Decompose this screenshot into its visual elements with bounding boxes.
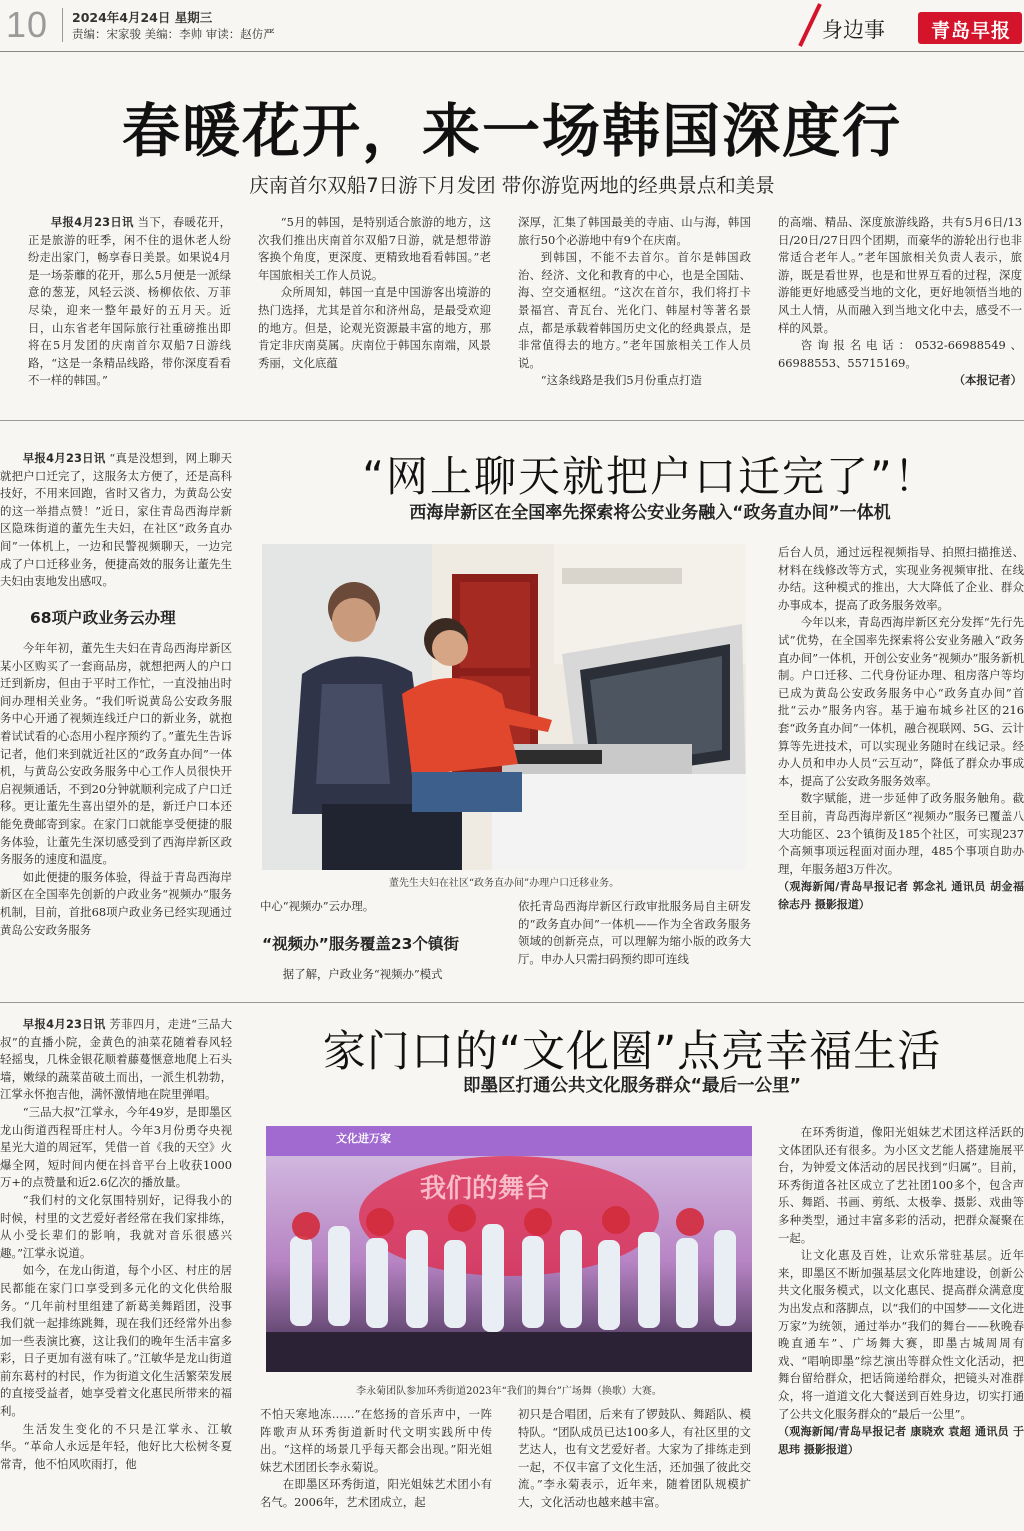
story3-paragraph: “我们村的文化氛围特别好，记得我小的时候，村里的文艺爱好者经常在我们家排练，从小受长辈们的影响，我就对音乐很感兴趣。”江掌永说道。	[0, 1192, 232, 1260]
story1-column-1	[28, 214, 231, 398]
story3-byline: （观海新闻/青岛早报记者 康晓欢 袁超 通讯员 于思玮 摄影报道）	[778, 1425, 1024, 1456]
story3-paragraph: 生活发生变化的不只是江掌永、江敏华。“革命人永远是年轻，他好比大松树冬夏常青，他不怕风吹雨打，他	[0, 1421, 232, 1471]
story3-photo-caption: 李永菊团队参加环秀街道2023年“我们的舞台”广场舞（换歌）大赛。	[356, 1386, 662, 1397]
story2-paragraph: 后台人员，通过远程视频指导、拍照扫描推送、材料在线修改等方式，实现业务视频审批、在线办结。这种模式的推出，大大降低了企业、群众办事成本，提高了政务服务效率。	[778, 545, 1024, 612]
story1-phone: 咨询报名电话：0532-66988549、66988553、55715169。	[778, 338, 1022, 370]
story3-photo	[266, 1126, 752, 1372]
section-slash	[796, 2, 824, 48]
story2-photo-caption: 董先生夫妇在社区“政务直办间”办理户口迁移业务。	[388, 878, 620, 889]
story3-dateline: 早报4月23日讯	[22, 1017, 106, 1031]
story1-paragraph: 到韩国，不能不去首尔。首尔是韩国政治、经济、文化和教育的中心，也是全国陆、海、空交通枢纽。“这次在首尔，我们将打卡景福宫、青瓦台、光化门、韩屋村等著名景点，都是承载着韩国历史文化的经典景点，是非常值得去的地方。”老年国旅相关工作人员说。	[518, 250, 751, 370]
story2-paragraph: 中心“视频办”云办理。	[260, 899, 375, 913]
story1-text: 当下，春暖花开，正是旅游的旺季，闲不住的退休老人纷纷走出家门，畅享春日美景。如果说4月是一场荼蘼的花开，那么5月便是一派绿意的葱茏，风轻云淡、杨柳依依、万菲尽染，迎来一整年最好的五月天。近日，山东省老年国际旅行社重磅推出即将在5月发团的庆南首尔双船7日游线路，“这是一条精品线路，带你深度看看不一样的韩国。”	[28, 215, 231, 388]
story2-subheading-1: 68项户政业务云办理	[30, 609, 176, 627]
story2-paragraph: 依托青岛西海岸新区行政审批服务局自主研发的“政务直办间”一体机——作为全省政务服务领域的创新亮点，可以理解为缩小版的政务大厅。申办人只需扫码预约即可连线	[518, 899, 751, 966]
story1-subhead: 庆南首尔双船7日游下月发团 带你游览两地的经典景点和美景	[249, 174, 775, 197]
story2-text: “真是没想到，网上聊天就把户口迁完了，这服务太方便了，还是高科技好，不用来回跑，省时又省力，为黄岛公安的这一举措点赞！”近日，家住青岛西海岸新区隐珠街道的董先生夫妇，在社区“政务直办间”一体机上，一边和民警视频聊天，一边完成了户口迁移业务，便捷高效的服务让董先生夫妇由衷地发出感叹。	[0, 451, 232, 589]
story1-byline: （本报记者）	[953, 373, 1022, 388]
story2-paragraph: 如此便捷的服务体验，得益于青岛西海岸新区在全国率先创新的户政业务“视频办”服务机制，目前，首批68项户政业务已经实现通过黄岛公安政务服务	[0, 869, 232, 937]
story3-right-column	[778, 1124, 1024, 1531]
story1-paragraph: 深厚，汇集了韩国最美的寺庙、山与海，韩国旅行50个必游地中有9个在庆南。	[518, 215, 751, 247]
story3-mid-column-1	[260, 1406, 492, 1531]
story1-headline: 春暖花开，来一场韩国深度行	[121, 97, 902, 165]
story1-dateline: 早报4月23日讯	[50, 215, 134, 229]
section-name: 身边事	[822, 18, 885, 42]
story3-text: 芳菲四月，走进“三品大叔”的直播小院，金黄色的油菜花随着春风轻轻摇曳，几株金银花顺着藤蔓惬意地爬上石头墙，嫩绿的蔬菜苗破土而出，一派生机勃勃，江掌永怀抱吉他，满怀激情地在院里弹唱。	[0, 1017, 232, 1102]
story2-subhead: 西海岸新区在全国率先探索将公安业务融入“政务直办间”一体机	[409, 503, 891, 523]
story2-dateline: 早报4月23日讯	[22, 451, 106, 465]
story1-paragraph: “这条线路是我们5月份重点打造	[540, 373, 702, 388]
story3-subhead: 即墨区打通公共文化服务群众“最后一公里”	[462, 1076, 801, 1096]
story3-headline: 家门口的“文化圈”点亮幸福生活	[322, 1027, 942, 1077]
story2-photo	[262, 544, 746, 870]
office-scene-illustration	[262, 544, 746, 870]
story2-mid-b	[260, 966, 492, 986]
story2-mid-c	[518, 898, 751, 986]
story2-body-1	[0, 640, 232, 980]
story2-right-column	[778, 544, 1024, 992]
story3-paragraph: 不怕天寒地冻……”在悠扬的音乐声中，一阵阵歌声从环秀街道新时代文明实践所中传出。“这样的场景几乎每天都会出现。”阳光姐妹艺术团团长李永菊说。	[260, 1407, 492, 1474]
paper-logo: 青岛早报	[930, 20, 1011, 42]
story3-mid-column-2	[518, 1406, 751, 1531]
story1-paragraph: “5月的韩国，是特别适合旅游的地方，这次我们推出庆南首尔双船7日游，就是想带游客换个角度，更深度、更精致地看看韩国。”老年国旅相关工作人员说。	[258, 215, 491, 282]
stage-performance-illustration	[266, 1126, 752, 1372]
story1-column-4	[778, 214, 1022, 398]
story1-paragraph: 众所周知，韩国一直是中国游客出境游的热门选择，尤其是首尔和济州岛，是最受欢迎的地方。但是，论观光资源最丰富的地方，那肯定非庆南莫属。庆南位于韩国东南端，风景秀丽，文化底蕴	[258, 285, 491, 370]
story2-mid-a	[260, 898, 492, 918]
editor-credits: 责编：宋家骏 美编：李帅 审读：赵仿严	[72, 27, 275, 41]
story2-paragraph: 今年年初，董先生夫妇在青岛西海岸新区某小区购买了一套商品房，就想把两人的户口迁到新房，但由于平时工作忙，一直没抽出时间办理相关业务。“我们听说黄岛公安政务服务中心开通了视频连线迁户口的新业务，就抱着试试看的心态用小程序预约了。”董先生告诉记者，他们来到就近社区的“政务直办间”一体机，与黄岛公安政务服务中心工作人员很快开启视频通话，不到20分钟就顺利完成了户口迁移。更让董先生喜出望外的是，新迁户口本还能免费邮寄到家。在家门口就能享受便捷的服务体验，让董先生深切感受到了西海岸新区政务服务的速度和温度。	[0, 641, 232, 867]
story1-column-2	[258, 214, 491, 398]
stage-backdrop-text: 我们的舞台	[420, 1174, 551, 1204]
story3-left-column	[0, 1016, 232, 1531]
story2-intro	[0, 450, 232, 594]
issue-date: 2024年4月24日 星期三	[72, 10, 213, 25]
story2-paragraph: 据了解，户政业务“视频办”模式	[282, 967, 443, 981]
story3-paragraph: 在即墨区环秀街道，阳光姐妹艺术团小有名气。2006年，艺术团成立，起	[260, 1477, 492, 1509]
story2-paragraph: 数字赋能，进一步延伸了政务服务触角。截至目前，青岛西海岸新区“视频办”服务已覆盖八大功能区、23个镇街及185个社区，可实现237个高频事项远程面对面办理，485个事项自助办理，年服务超3万件次。	[778, 791, 1024, 876]
story1-paragraph: 的高端、精品、深度旅游线路，共有5月6日/13日/20日/27日四个团期，而豪华的游轮出行也非常适合老年人。”老年国旅相关负责人表示，旅游，既是看世界，也是和世界互看的过程，深度游能更好地感受当地的文化，更好地领悟当地的风土人情，从而融入到当地文化中去，感受不一样的风景。	[778, 215, 1022, 335]
stage-banner-text: 文化进万家	[336, 1132, 391, 1145]
page-number: 10	[6, 4, 49, 45]
story3-paragraph: “三品大叔”江掌永，今年49岁，是即墨区龙山街道西程哥庄村人。今年3月份勇夺央视星光大道的周冠军，凭借一首《我的天空》火爆全网，短时间内便在抖音平台上收获1000万+的点赞量和近2.6亿次的播放量。	[0, 1104, 232, 1190]
story3-paragraph: 初只是合唱团，后来有了锣鼓队、舞蹈队、模特队。“团队成员已达100多人，有社区里的文艺达人，也有文艺爱好者。大家为了排练走到一起，不仅丰富了文化生活，还加强了彼此交流。”李永菊表示，近年来，随着团队规模扩大，文化活动也越来越丰富。	[518, 1407, 751, 1509]
story2-headline: “网上聊天就把户口迁完了”！	[362, 452, 938, 501]
story2-subheading-2: “视频办”服务覆盖23个镇街	[262, 935, 459, 953]
story1-column-3	[518, 214, 751, 398]
story3-paragraph: 在环秀街道，像阳光姐妹艺术团这样活跃的文体团队还有很多。为小区文艺能人搭建施展平台，为钟爱文体活动的居民找到“归属”。目前，环秀街道各社区成立了艺社团100多个，包含声乐、舞蹈、书画、剪纸、太极拳、摄影、戏曲等多种类型，通过丰富多彩的活动，把群众凝聚在一起。	[778, 1125, 1024, 1245]
story3-paragraph: 如今，在龙山街道，每个小区、村庄的居民都能在家门口享受到多元化的文化供给服务。“几年前村里组建了新葛美舞蹈团，没事我们就一起排练跳舞，现在我们还经常外出参加一些表演比赛，这让我们的晚年生活丰富多彩，日子更加有滋有味了。”江敏华是龙山街道前东葛村的村民，作为街道文化生活繁荣发展的直接受益者，她享受着文化惠民所带来的福利。	[0, 1263, 232, 1419]
story2-paragraph: 今年以来，青岛西海岸新区充分发挥“先行先试”优势，在全国率先探索将公安业务融入“政务直办间”一体机，开创公安业务“视频办”服务新机制。户口迁移、二代身份证办理、租房落户等均已成为黄岛公安政务服务中心“政务直办间”首批“云办”服务内容。基于遍布城乡社区的216套“政务直办间”一体机，融合视联网、5G、云计算等先进技术，可以实现业务随时在线记录。经办人员和申办人员“云互动”，降低了群众办事成本，提高了公安政务服务效率。	[778, 615, 1024, 788]
story3-paragraph: 让文化惠及百姓，让欢乐常驻基层。近年来，即墨区不断加强基层文化阵地建设，创新公共文化服务模式，以文化惠民、提高群众满意度为出发点和落脚点，以“我们的中国梦——文化进万家”为统领，通过举办“我们的舞台——秋晚春晚直通车”、广场舞大赛，即墨古城周周有戏、“唱响即墨”综艺演出等群众性文化活动，把舞台留给群众，把话筒递给群众，把镜头对准群众，将一道道文化大餐送到百姓身边，切实打通了公共文化服务群众的“最后一公里”。	[778, 1248, 1024, 1421]
story2-byline: （观海新闻/青岛早报记者 郭念礼 通讯员 胡金福 徐志丹 摄影报道）	[778, 880, 1024, 911]
